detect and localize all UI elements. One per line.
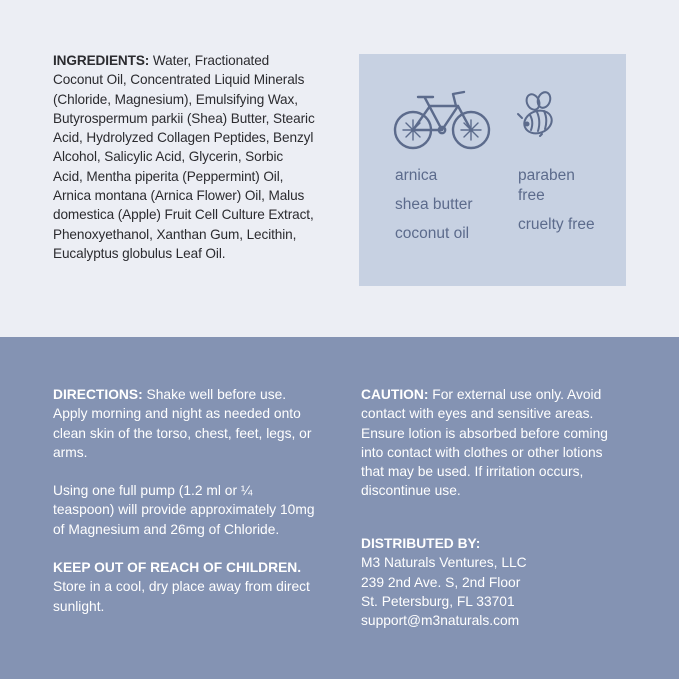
ingredients-block (53, 51, 315, 263)
feature-cruelty-free: cruelty free (518, 216, 595, 233)
bicycle-icon (392, 90, 492, 152)
feature-coconut-oil: coconut oil (395, 225, 470, 242)
directions-paragraph (53, 385, 315, 462)
distributor-city: St. Petersburg, FL 33701 (361, 593, 515, 609)
keep-out-text: Store in a cool, dry place away from direct sunlight. (53, 579, 310, 614)
ingredients-text: Water, Fractionated Coconut Oil, Concentrated Liquid Minerals (Chloride, Magnesium), Emulsifying Wax, Butyrospermum parkii (Shea) Butter, Stearic Acid, Hydrolyzed Collagen Peptides, Benzyl Alcohol, Salicylic Acid, Glycerin, Sorbic Acid, Mentha piperita (Peppermint) Oil, Arnica montana (Arnica Flower) Oil, Malus domestica (Apple) Fruit Cell Culture Extract, Phenoxyethanol, Xanthan Gum, Lecithin, Eucalyptus globulus Leaf Oil. (53, 53, 315, 261)
distributor-block (361, 534, 629, 630)
distributor-street: 239 2nd Ave. S, 2nd Floor (361, 574, 521, 590)
feature-badge-box (359, 54, 626, 286)
directions-label: DIRECTIONS: (53, 387, 143, 402)
feature-shea-butter: shea butter (395, 196, 473, 213)
caution-block (361, 385, 629, 501)
directions-text: Shake well before use. Apply morning and night as needed onto clean skin of the torso, chest, feet, legs, or arms. (53, 387, 312, 460)
feature-arnica: arnica (395, 167, 438, 184)
caution-text: For external use only. Avoid contact with eyes and sensitive areas. Ensure lotion is absorbed before coming into contact with clothes or other lotions that may be used. If irritation occurs, discontinue use. (361, 387, 608, 499)
directions-block (53, 385, 315, 616)
keep-out-label: KEEP OUT OF REACH OF CHILDREN. (53, 560, 302, 576)
dosage-text: Using one full pump (1.2 ml or ¼ teaspoon) will provide approximately 10mg of Magnesium and 26mg of Chloride. (53, 483, 315, 537)
keep-out-paragraph (53, 558, 315, 616)
ingredients-label: INGREDIENTS: (53, 53, 150, 68)
caution-label: CAUTION: (361, 387, 429, 402)
feature-paraben-free: paraben free (518, 167, 575, 204)
distributor-email: support@m3naturals.com (361, 613, 520, 629)
caution-paragraph (361, 385, 629, 501)
bee-icon (516, 90, 556, 138)
distributor-label: DISTRIBUTED BY: (361, 536, 481, 551)
distributor-name: M3 Naturals Ventures, LLC (361, 555, 527, 571)
